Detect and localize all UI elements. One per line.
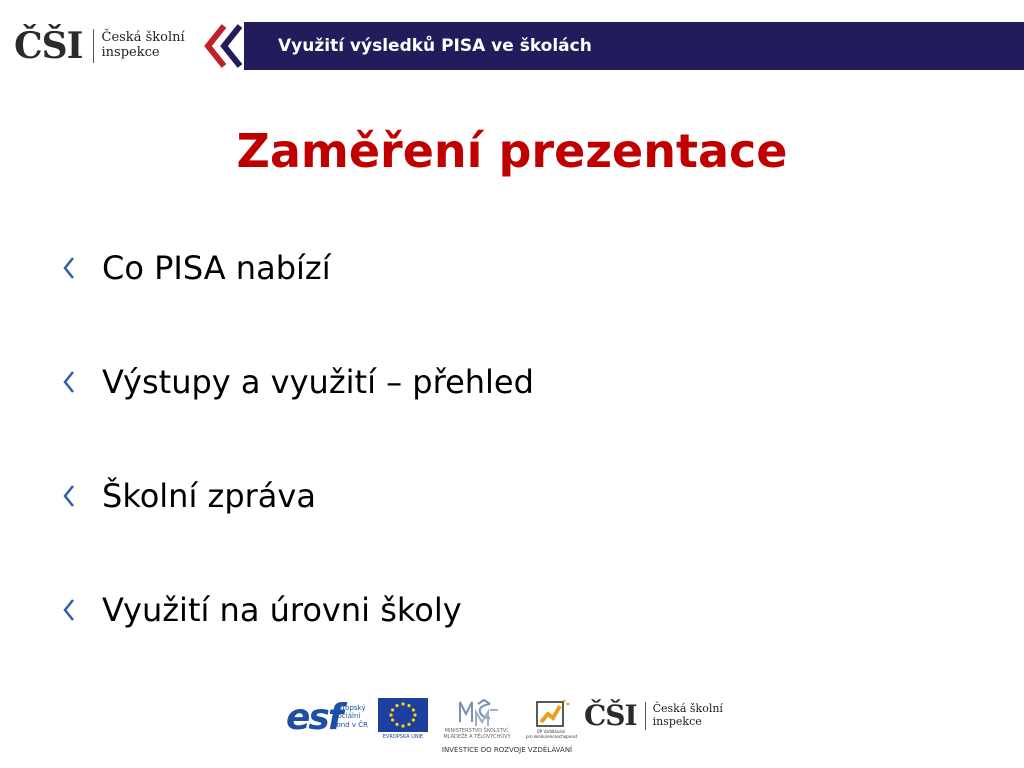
bullet-item — [62, 468, 534, 524]
csi-logo-name-line2: inspekce — [101, 45, 160, 60]
msmt-logo — [434, 696, 520, 742]
bullet-text: Výstupy a využití – přehled — [102, 363, 534, 401]
double-chevron-left-icon — [200, 20, 248, 72]
footer-caption: INVESTICE DO ROZVOJE VZDĚLÁVÁNÍ — [441, 746, 573, 754]
logo-divider — [93, 29, 94, 63]
bullet-list — [62, 240, 534, 696]
msmt-logo-label: MINISTERSTVO ŠKOLSTVÍ, MLÁDEŽE A TĚLOVÝCHOVY — [443, 728, 511, 740]
csi-footer-logo — [584, 699, 723, 732]
bullet-text: Školní zpráva — [102, 477, 316, 515]
msmt-logo-mark — [434, 696, 520, 728]
op-logo-mark — [526, 698, 576, 730]
esf-logo-mark: esf — [286, 697, 342, 738]
csi-logo-name-line1: Česká školní — [101, 30, 185, 46]
chevron-left-icon — [62, 256, 76, 280]
csi-logo — [14, 20, 185, 72]
footer-logos — [286, 694, 746, 762]
header-title: Využití výsledků PISA ve školách — [278, 36, 592, 56]
bullet-item — [62, 240, 534, 296]
bullet-text: Využití na úrovni školy — [102, 591, 462, 629]
chevron-left-icon — [62, 370, 76, 394]
bullet-item — [62, 354, 534, 410]
chevron-left-icon — [62, 484, 76, 508]
csi-footer-name-line1: Česká školní — [652, 702, 723, 716]
csi-logo-name — [102, 31, 185, 61]
chevron-left-icon — [62, 598, 76, 622]
csi-footer-name-line2: inspekce — [652, 715, 702, 728]
esf-logo — [286, 698, 374, 742]
csi-footer-logo-mark: ČŠI — [584, 699, 637, 732]
csi-footer-divider — [645, 702, 646, 730]
csi-footer-logo-name — [653, 703, 723, 728]
eu-flag-icon — [378, 698, 428, 732]
op-logo — [526, 698, 576, 742]
bullet-text: Co PISA nabízí — [102, 249, 331, 287]
slide-title: Zaměření prezentace — [236, 124, 788, 178]
op-logo-label: OP Vzdělávání pro konkurenceschopnost — [526, 729, 578, 739]
esf-logo-text: evropský sociální fond v ČR — [334, 704, 368, 729]
csi-logo-mark: ČŠI — [14, 25, 83, 67]
bullet-item — [62, 582, 534, 638]
eu-label: EVROPSKÁ UNIE — [382, 734, 424, 740]
